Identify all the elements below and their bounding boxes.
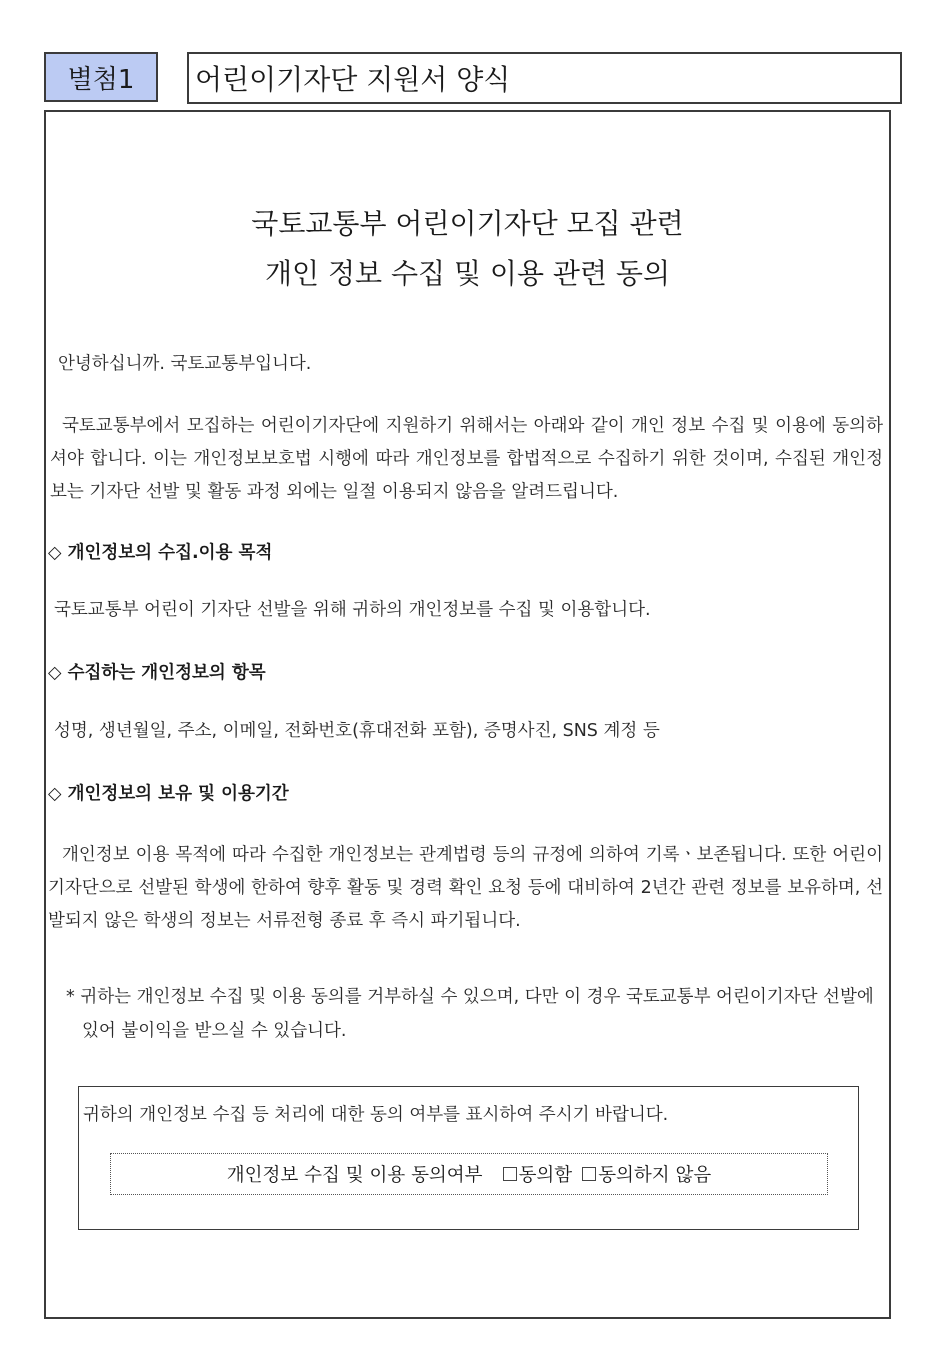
section-heading-text: 개인정보의 보유 및 이용기간 bbox=[67, 784, 289, 804]
section-heading-retention bbox=[48, 780, 289, 805]
diamond-icon: ◇ bbox=[48, 784, 62, 804]
disagree-option[interactable] bbox=[582, 1161, 711, 1187]
diamond-icon: ◇ bbox=[48, 663, 62, 683]
checkbox-icon[interactable] bbox=[503, 1167, 517, 1181]
consent-label: 개인정보 수집 및 이용 동의여부 bbox=[226, 1165, 483, 1186]
document-title-line2: 개인 정보 수집 및 이용 관련 동의 bbox=[264, 257, 671, 290]
greeting: 안녕하십니까. 국토교통부입니다. bbox=[58, 354, 312, 374]
agree-label: 동의함 bbox=[518, 1165, 573, 1186]
section-body-items: 성명, 생년월일, 주소, 이메일, 전화번호(휴대전화 포함), 증명사진, SNS 계정 등 bbox=[54, 721, 660, 741]
section-heading-text: 개인정보의 수집.이용 목적 bbox=[67, 543, 273, 563]
form-title: 어린이기자단 지원서 양식 bbox=[187, 52, 902, 104]
disagree-label: 동의하지 않음 bbox=[598, 1165, 712, 1186]
intro-paragraph: 국토교통부에서 모집하는 어린이기자단에 지원하기 위해서는 아래와 같이 개인 정보 수집 및 이용에 동의하셔야 합니다. 이는 개인정보보호법 시행에 따라 개인정보를 합법적으로 수집하기 위한 것이며, 수집된 개인정보는 기자단 선발 및 활동 과정 외에는 일절 이용되지 않음을 알려드립니다. bbox=[50, 416, 883, 502]
section-heading-purpose bbox=[48, 539, 272, 564]
checkbox-icon[interactable] bbox=[582, 1167, 596, 1181]
section-body-purpose: 국토교통부 어린이 기자단 선발을 위해 귀하의 개인정보를 수집 및 이용합니다. bbox=[54, 600, 651, 620]
consent-box bbox=[78, 1086, 859, 1230]
consent-selection-row bbox=[110, 1153, 828, 1195]
refusal-note: * 귀하는 개인정보 수집 및 이용 동의를 거부하실 수 있으며, 다만 이 경우 국토교통부 어린이기자단 선발에 있어 불이익을 받으실 수 있습니다. bbox=[66, 987, 874, 1041]
consent-prompt: 귀하의 개인정보 수집 등 처리에 대한 동의 여부를 표시하여 주시기 바랍니다. bbox=[83, 1105, 669, 1125]
document-title-line1: 국토교통부 어린이기자단 모집 관련 bbox=[251, 207, 684, 240]
agree-option[interactable] bbox=[503, 1161, 573, 1187]
section-body-retention: 개인정보 이용 목적에 따라 수집한 개인정보는 관계법령 등의 규정에 의하여 기록ㆍ보존됩니다. 또한 어린이기자단으로 선발된 학생에 한하여 향후 활동 및 경력 확인 요청 등에 대비하여 2년간 관련 정보를 보유하며, 선발되지 않은 학생의 정보는 서류전형 종료 후 즉시 파기됩니다. bbox=[48, 845, 883, 931]
attachment-tag: 별첨1 bbox=[44, 52, 158, 102]
diamond-icon: ◇ bbox=[48, 543, 62, 563]
section-heading-text: 수집하는 개인정보의 항목 bbox=[67, 663, 266, 683]
consent-document bbox=[44, 110, 891, 1319]
section-heading-items bbox=[48, 659, 266, 684]
